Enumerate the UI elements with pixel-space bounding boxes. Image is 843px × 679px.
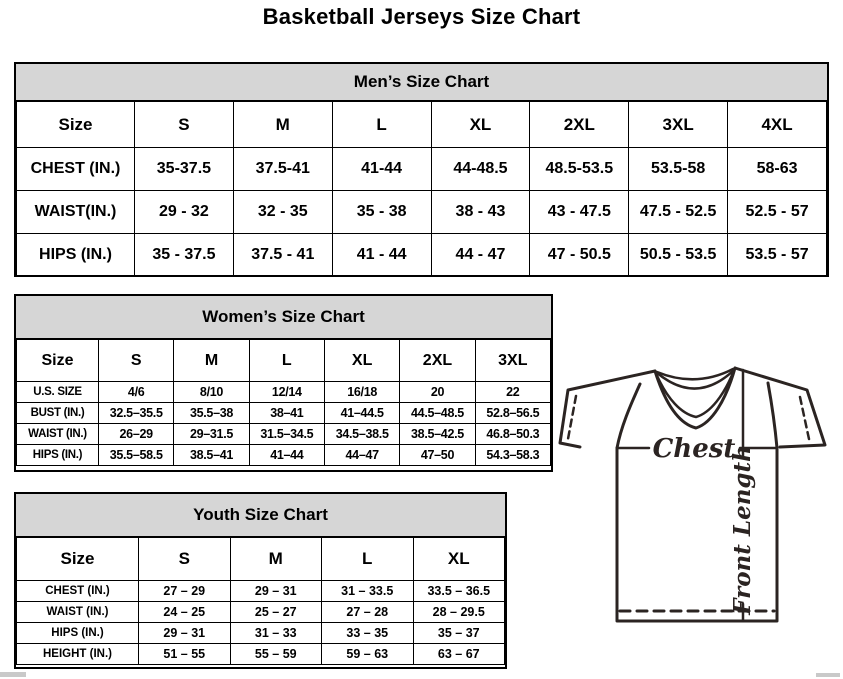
mens-size-cell: 32 - 35 — [233, 191, 332, 234]
mens-size-cell: 43 - 47.5 — [530, 191, 629, 234]
mens-size-cell: 35 - 38 — [332, 191, 431, 234]
youth-size-cell: 35 – 37 — [413, 623, 505, 644]
mens-size-cell: 41 - 44 — [332, 234, 431, 277]
mens-column-header: XL — [431, 102, 530, 148]
youth-size-cell: 33.5 – 36.5 — [413, 581, 505, 602]
chest-label: Chest — [652, 434, 736, 464]
jersey-right-cuff-dashed — [800, 397, 809, 439]
womens-chart-title: Women’s Size Chart — [16, 296, 551, 339]
youth-column-header: XL — [413, 538, 505, 581]
womens-size-cell: 35.5–58.5 — [99, 445, 174, 466]
jersey-left-seam — [617, 384, 640, 448]
womens-size-cell: 12/14 — [249, 382, 324, 403]
womens-column-header: Size — [17, 340, 99, 382]
youth-table-row — [17, 623, 505, 644]
youth-chart-title: Youth Size Chart — [16, 494, 505, 537]
youth-size-cell: 29 – 31 — [139, 623, 231, 644]
mens-size-cell: 38 - 43 — [431, 191, 530, 234]
womens-table-row — [17, 403, 551, 424]
womens-row-label: BUST (IN.) — [17, 403, 99, 424]
horizontal-scrollbar-fragment-left[interactable] — [0, 672, 26, 677]
youth-size-cell: 51 – 55 — [139, 644, 231, 665]
mens-size-cell: 52.5 - 57 — [728, 191, 827, 234]
mens-size-cell: 29 - 32 — [135, 191, 234, 234]
page-title: Basketball Jerseys Size Chart — [262, 4, 581, 29]
mens-size-cell: 50.5 - 53.5 — [629, 234, 728, 277]
mens-row-label: WAIST(IN.) — [17, 191, 135, 234]
womens-row-label: WAIST (IN.) — [17, 424, 99, 445]
youth-size-cell: 27 – 29 — [139, 581, 231, 602]
mens-size-cell: 35-37.5 — [135, 148, 234, 191]
womens-column-header: M — [174, 340, 249, 382]
jersey-diagram — [553, 364, 843, 676]
horizontal-scrollbar-fragment-right[interactable] — [816, 673, 840, 677]
womens-size-cell: 38.5–42.5 — [400, 424, 475, 445]
womens-size-cell: 32.5–35.5 — [99, 403, 174, 424]
womens-table-row — [17, 424, 551, 445]
mens-size-table — [16, 101, 827, 277]
mens-size-cell: 37.5-41 — [233, 148, 332, 191]
womens-size-cell: 41–44.5 — [324, 403, 399, 424]
youth-column-header: M — [230, 538, 322, 581]
womens-column-header: L — [249, 340, 324, 382]
mens-column-header: M — [233, 102, 332, 148]
mens-table-row — [17, 148, 827, 191]
mens-size-cell: 47 - 50.5 — [530, 234, 629, 277]
mens-size-cell: 41-44 — [332, 148, 431, 191]
womens-size-cell: 47–50 — [400, 445, 475, 466]
mens-size-cell: 53.5 - 57 — [728, 234, 827, 277]
mens-table-row — [17, 234, 827, 277]
mens-column-header: 2XL — [530, 102, 629, 148]
womens-size-cell: 31.5–34.5 — [249, 424, 324, 445]
youth-column-header: Size — [17, 538, 139, 581]
mens-size-cell: 35 - 37.5 — [135, 234, 234, 277]
youth-table-row — [17, 602, 505, 623]
womens-table-row — [17, 445, 551, 466]
womens-row-label: HIPS (IN.) — [17, 445, 99, 466]
youth-size-cell: 25 – 27 — [230, 602, 322, 623]
mens-column-header: 4XL — [728, 102, 827, 148]
mens-chart-title: Men’s Size Chart — [16, 64, 827, 101]
youth-size-table — [16, 537, 505, 665]
mens-column-header: Size — [17, 102, 135, 148]
youth-table-row — [17, 581, 505, 602]
jersey-collar-back — [657, 369, 733, 379]
youth-row-label: WAIST (IN.) — [17, 602, 139, 623]
womens-row-label: U.S. SIZE — [17, 382, 99, 403]
womens-table-row — [17, 382, 551, 403]
youth-row-label: HIPS (IN.) — [17, 623, 139, 644]
youth-size-cell: 33 – 35 — [322, 623, 414, 644]
womens-size-cell: 34.5–38.5 — [324, 424, 399, 445]
mens-row-label: HIPS (IN.) — [17, 234, 135, 277]
youth-size-cell: 59 – 63 — [322, 644, 414, 665]
youth-size-cell: 31 – 33.5 — [322, 581, 414, 602]
womens-size-cell: 44–47 — [324, 445, 399, 466]
womens-size-table — [16, 339, 551, 466]
womens-size-cell: 26–29 — [99, 424, 174, 445]
jersey-right-sleeve — [735, 368, 825, 447]
womens-column-header: 3XL — [475, 340, 550, 382]
jersey-vneck-outer — [655, 368, 735, 428]
womens-column-header: XL — [324, 340, 399, 382]
mens-size-chart — [14, 62, 829, 277]
mens-size-cell: 37.5 - 41 — [233, 234, 332, 277]
mens-size-cell: 48.5-53.5 — [530, 148, 629, 191]
youth-row-label: CHEST (IN.) — [17, 581, 139, 602]
mens-column-header: L — [332, 102, 431, 148]
youth-size-cell: 31 – 33 — [230, 623, 322, 644]
womens-size-chart — [14, 294, 553, 472]
mens-size-cell: 47.5 - 52.5 — [629, 191, 728, 234]
jersey-right-seam — [768, 383, 777, 448]
youth-column-header: L — [322, 538, 414, 581]
womens-column-header: 2XL — [400, 340, 475, 382]
jersey-left-cuff-dashed — [568, 396, 576, 439]
womens-size-cell: 46.8–50.3 — [475, 424, 550, 445]
womens-size-cell: 16/18 — [324, 382, 399, 403]
youth-size-cell: 29 – 31 — [230, 581, 322, 602]
womens-size-cell: 38–41 — [249, 403, 324, 424]
youth-size-cell: 27 – 28 — [322, 602, 414, 623]
mens-size-cell: 53.5-58 — [629, 148, 728, 191]
mens-column-header: S — [135, 102, 234, 148]
womens-size-cell: 4/6 — [99, 382, 174, 403]
womens-size-cell: 35.5–38 — [174, 403, 249, 424]
youth-size-cell: 24 – 25 — [139, 602, 231, 623]
front-length-label: Front Length — [729, 445, 756, 615]
mens-size-cell: 44 - 47 — [431, 234, 530, 277]
mens-row-label: CHEST (IN.) — [17, 148, 135, 191]
womens-size-cell: 29–31.5 — [174, 424, 249, 445]
womens-size-cell: 41–44 — [249, 445, 324, 466]
youth-size-cell: 28 – 29.5 — [413, 602, 505, 623]
womens-size-cell: 22 — [475, 382, 550, 403]
youth-size-cell: 55 – 59 — [230, 644, 322, 665]
womens-size-cell: 44.5–48.5 — [400, 403, 475, 424]
womens-size-cell: 8/10 — [174, 382, 249, 403]
mens-size-cell: 58-63 — [728, 148, 827, 191]
youth-column-header: S — [139, 538, 231, 581]
youth-size-cell: 63 – 67 — [413, 644, 505, 665]
mens-table-row — [17, 191, 827, 234]
womens-size-cell: 52.8–56.5 — [475, 403, 550, 424]
womens-size-cell: 54.3–58.3 — [475, 445, 550, 466]
mens-size-cell: 44-48.5 — [431, 148, 530, 191]
mens-column-header: 3XL — [629, 102, 728, 148]
womens-size-cell: 38.5–41 — [174, 445, 249, 466]
womens-column-header: S — [99, 340, 174, 382]
youth-table-row — [17, 644, 505, 665]
womens-size-cell: 20 — [400, 382, 475, 403]
youth-row-label: HEIGHT (IN.) — [17, 644, 139, 665]
youth-size-chart — [14, 492, 507, 669]
